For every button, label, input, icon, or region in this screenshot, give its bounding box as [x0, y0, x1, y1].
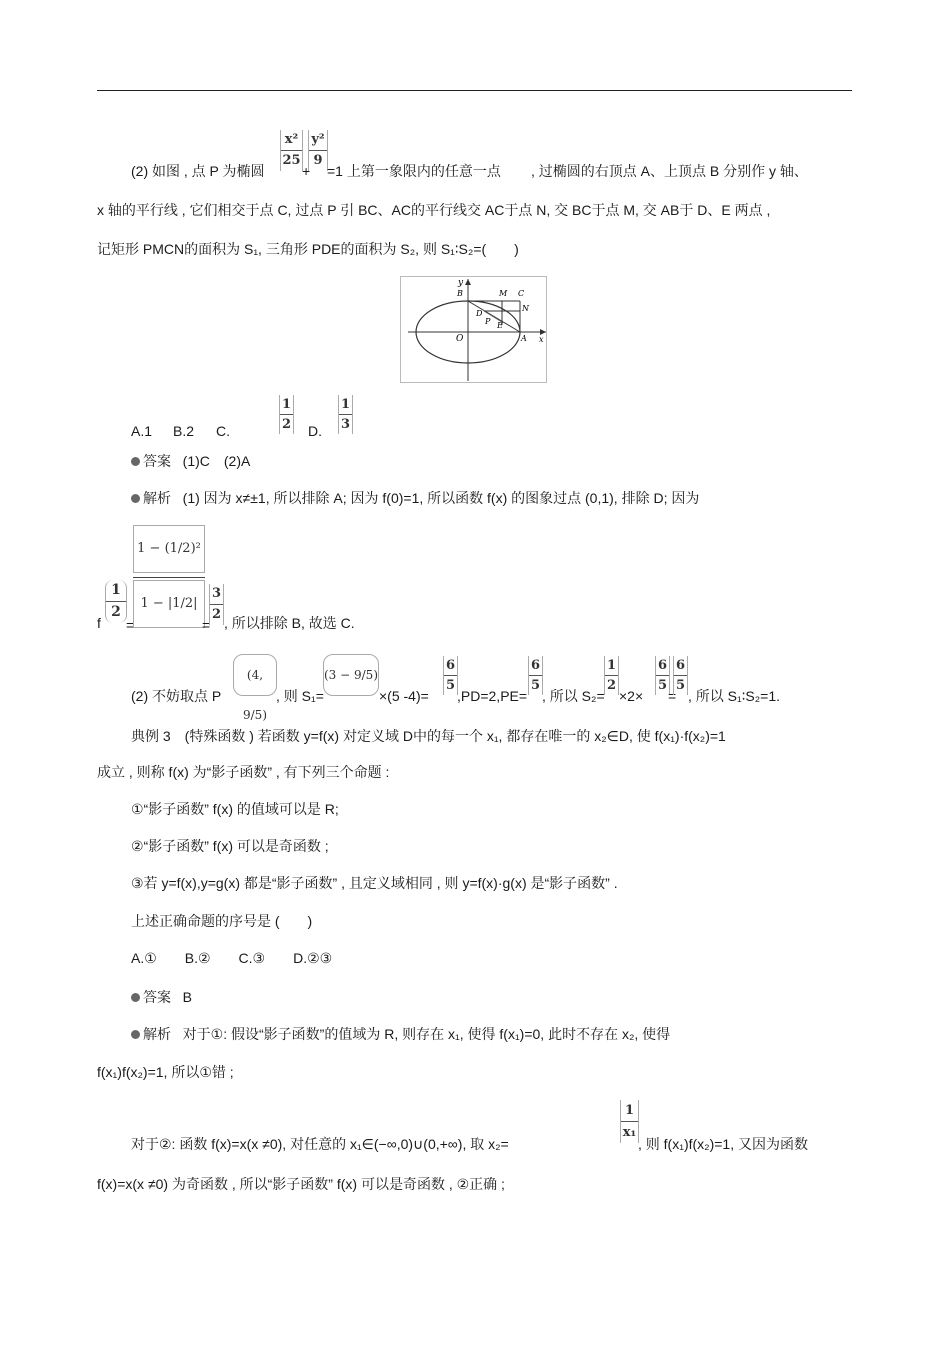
six-fifths-2-den: 5 — [530, 678, 541, 693]
example3-item1: ①“影子函数” f(x) 的值域可以是 R; — [131, 801, 339, 817]
analysis-bullet-icon — [131, 494, 140, 503]
choice-c-den: 2 — [281, 417, 292, 432]
six-fifths-4-num: 6 — [674, 656, 687, 676]
choice-d-fraction — [338, 395, 353, 434]
analysis2-p5: , 所以 S₂= — [542, 688, 605, 704]
label-c: C — [518, 289, 525, 298]
paren-expression: (3 − 9/5) — [323, 654, 379, 696]
example3-item2: ②“影子函数” f(x) 可以是奇函数 ; — [131, 838, 329, 854]
choice-c: C. — [216, 423, 230, 439]
analysis1-tail: , 所以排除 B, 故选 C. — [224, 615, 355, 631]
example3-choices: A.① B.② C.③ D.②③ — [131, 950, 333, 966]
big-fraction-bottom: 1 − |1/2| — [133, 580, 205, 628]
label-n: N — [522, 304, 529, 313]
six-fifths-4-den: 5 — [675, 678, 686, 693]
frac-9: 9 — [313, 153, 323, 168]
analysis2-p6: ×2× — [619, 688, 644, 704]
six-fifths-3-den: 5 — [657, 678, 668, 693]
f-half-fraction — [105, 580, 127, 623]
frac-25: 25 — [282, 153, 301, 168]
label-e: E — [497, 321, 503, 330]
analysis1-line1 — [131, 489, 699, 507]
analysis3-label: 解析 — [143, 1026, 171, 1042]
problem2-line1-b: =1 上第一象限内的任意一点 — [327, 163, 501, 179]
one-over-x1-den: x₁ — [622, 1125, 637, 1140]
choice-c-num: 1 — [280, 395, 293, 415]
label-x: x — [539, 335, 544, 344]
label-o: O — [456, 334, 464, 344]
example3-item3: ③若 y=f(x),y=g(x) 都是“影子函数” , 且定义域相同 , 则 y=f(x)·g(x) 是“影子函数” . — [131, 875, 618, 891]
figure-border — [401, 277, 547, 383]
label-p: P — [485, 317, 491, 326]
ellipse-fraction-y — [308, 130, 328, 171]
label-m: M — [499, 289, 508, 298]
problem2-line1-a: (2) 如图 , 点 P 为椭圆 — [131, 163, 265, 179]
analysis2-p8: , 所以 S₁∶S₂=1. — [688, 688, 780, 704]
header-rule — [97, 90, 852, 91]
frac-six-fifths-2 — [528, 656, 543, 695]
example3-line2: 成立 , 则称 f(x) 为“影子函数” , 有下列三个命题 : — [97, 764, 390, 780]
analysis1-f: f — [97, 615, 101, 631]
answer-bullet-icon — [131, 993, 140, 1002]
point-p-coords: (4, 9/5) — [233, 654, 277, 696]
choice-a: A.1 — [131, 423, 153, 439]
analysis3-line4: f(x)=x(x ≠0) 为奇函数 , 所以“影子函数” f(x) 可以是奇函数 , ②正确 ; — [97, 1176, 505, 1192]
example3-question: 上述正确命题的序号是 ( ) — [131, 913, 313, 929]
half-num: 1 — [605, 656, 618, 676]
big-fraction-top: 1 − (1/2)² — [133, 525, 205, 573]
choice-c-fraction — [279, 395, 294, 434]
choice-d: D. — [308, 423, 322, 439]
frac-six-fifths-4 — [673, 656, 688, 695]
answer1-text: (1)C (2)A — [182, 453, 251, 469]
analysis3-line3b: , 则 f(x₁)f(x₂)=1, 又因为函数 — [638, 1136, 808, 1152]
y-axis-arrow — [465, 279, 471, 285]
analysis2-p3: ×(5 -4)= — [379, 688, 429, 704]
frac-six-fifths-1 — [443, 656, 458, 695]
analysis2-p4: ,PD=2,PE= — [457, 688, 528, 704]
big-fraction-bar — [133, 577, 205, 578]
f-half-den: 2 — [111, 604, 121, 620]
label-b: B — [457, 289, 463, 298]
analysis1-eq2: = — [202, 617, 211, 633]
problem2-line1-c: , 过椭圆的右顶点 A、上顶点 B 分别作 y 轴、 — [531, 163, 808, 179]
f-half-num: 1 — [106, 580, 126, 602]
label-a: A — [521, 334, 527, 343]
analysis1-eq: = — [126, 617, 135, 633]
analysis2-p7: = — [668, 688, 677, 704]
example3-line1: 典例 3 (特殊函数 ) 若函数 y=f(x) 对定义域 D中的每一个 x₁, 都存在唯一的 x₂∈D, 使 f(x₁)·f(x₂)=1 — [131, 728, 726, 744]
six-fifths-2-num: 6 — [529, 656, 542, 676]
ellipse-fraction-x — [280, 130, 303, 171]
six-fifths-3-num: 6 — [656, 656, 669, 676]
frac-x2: x² — [281, 130, 302, 151]
frac-plus: + — [302, 163, 311, 179]
half-den: 2 — [606, 678, 617, 693]
answer2-text: B — [182, 989, 193, 1005]
result-den: 2 — [211, 607, 222, 622]
analysis3-l1: 对于①: 假设“影子函数”的值域为 R, 则存在 x₁, 使得 f(x₁)=0, 此时不存在 x₂, 使得 — [182, 1026, 671, 1042]
analysis3-line3a: 对于②: 函数 f(x)=x(x ≠0), 对任意的 x₁∈(−∞,0)∪(0,+∞), 取 x₂= — [131, 1136, 509, 1152]
analysis1-label: 解析 — [143, 490, 171, 506]
answer-bullet-icon — [131, 457, 140, 466]
answer2-label: 答案 — [143, 989, 171, 1005]
analysis2-p1: (2) 不妨取点 P — [131, 688, 222, 704]
analysis3-line2: f(x₁)f(x₂)=1, 所以①错 ; — [97, 1064, 234, 1080]
answer2 — [131, 988, 192, 1006]
problem2-line3: 记矩形 PMCN的面积为 S₁, 三角形 PDE的面积为 S₂, 则 S₁∶S₂=( ) — [97, 241, 519, 257]
analysis2-p2: , 则 S₁= — [276, 688, 324, 704]
six-fifths-1-den: 5 — [445, 678, 456, 693]
analysis-bullet-icon — [131, 1030, 140, 1039]
frac-y2: y² — [309, 130, 327, 151]
label-d: D — [476, 309, 483, 318]
choice-b: B.2 — [173, 423, 195, 439]
result-fraction — [209, 584, 224, 625]
frac-one-over-x1 — [620, 1100, 639, 1143]
answer1-label: 答案 — [143, 453, 171, 469]
analysis3-line1 — [131, 1025, 670, 1043]
choice-d-num: 1 — [339, 395, 352, 415]
choice-d-den: 3 — [340, 417, 351, 432]
ellipse-figure — [400, 276, 550, 383]
label-y: y — [458, 278, 464, 288]
one-over-x1-num: 1 — [621, 1100, 638, 1122]
frac-half — [604, 656, 619, 695]
analysis1-text: (1) 因为 x≠±1, 所以排除 A; 因为 f(0)=1, 所以函数 f(x) 的图象过点 (0,1), 排除 D; 因为 — [182, 490, 700, 506]
problem2-line2: x 轴的平行线 , 它们相交于点 C, 过点 P 引 BC、AC的平行线交 AC于点 N, 交 BC于点 M, 交 AB于 D、E 两点 , — [97, 202, 771, 218]
answer1 — [131, 452, 250, 470]
result-num: 3 — [210, 584, 223, 605]
six-fifths-1-num: 6 — [444, 656, 457, 676]
